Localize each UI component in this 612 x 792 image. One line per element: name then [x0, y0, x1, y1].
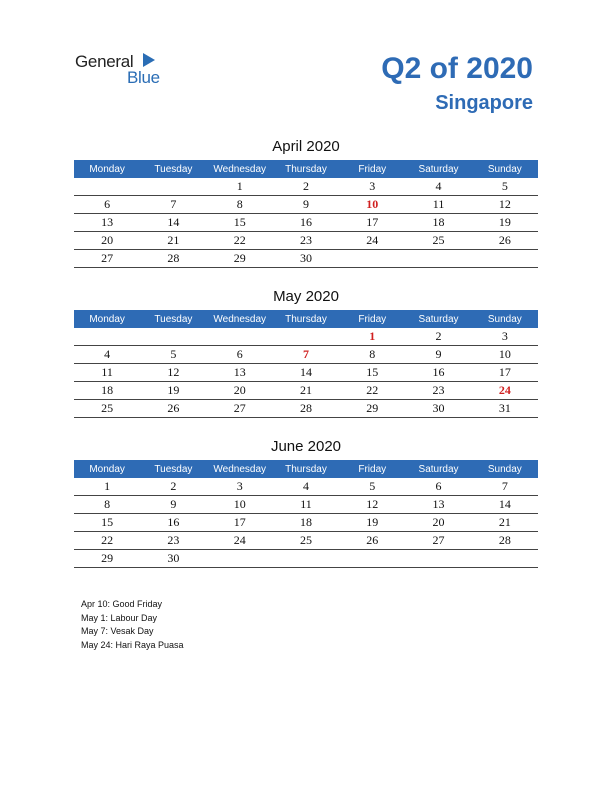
day-cell: 5	[472, 178, 538, 196]
empty-day-cell	[273, 328, 339, 346]
week-row	[74, 550, 538, 568]
day-cell: 18	[405, 214, 471, 232]
day-cell: 16	[140, 514, 206, 532]
weekday-header-row	[74, 460, 538, 478]
holiday-note: May 1: Labour Day	[81, 612, 158, 623]
day-cell: 24	[207, 532, 273, 550]
weekday-header: Tuesday	[140, 310, 206, 328]
holiday-day-cell: 10	[339, 196, 405, 214]
day-cell: 11	[405, 196, 471, 214]
weekday-header: Tuesday	[140, 460, 206, 478]
holiday-day-cell: 7	[273, 346, 339, 364]
day-cell: 6	[405, 478, 471, 496]
day-cell: 19	[472, 214, 538, 232]
calendar-weeks	[74, 328, 538, 418]
empty-day-cell	[74, 328, 140, 346]
day-cell: 22	[339, 382, 405, 400]
month-calendar-april	[74, 137, 538, 268]
day-cell: 13	[207, 364, 273, 382]
weekday-header: Monday	[74, 460, 140, 478]
day-cell: 20	[207, 382, 273, 400]
weekday-header: Sunday	[472, 460, 538, 478]
month-calendar-june	[74, 437, 538, 568]
weekday-header: Wednesday	[207, 460, 273, 478]
day-cell: 5	[140, 346, 206, 364]
week-row	[74, 382, 538, 400]
empty-day-cell	[472, 250, 538, 268]
calendar-weeks	[74, 478, 538, 568]
day-cell: 12	[140, 364, 206, 382]
day-cell: 18	[74, 382, 140, 400]
day-cell: 16	[405, 364, 471, 382]
weekday-header: Monday	[74, 310, 140, 328]
day-cell: 27	[405, 532, 471, 550]
day-cell: 27	[74, 250, 140, 268]
day-cell: 15	[339, 364, 405, 382]
day-cell: 30	[140, 550, 206, 568]
day-cell: 25	[405, 232, 471, 250]
day-cell: 10	[207, 496, 273, 514]
day-cell: 13	[74, 214, 140, 232]
day-cell: 3	[339, 178, 405, 196]
day-cell: 12	[472, 196, 538, 214]
week-row	[74, 232, 538, 250]
day-cell: 1	[207, 178, 273, 196]
week-row	[74, 400, 538, 418]
day-cell: 13	[405, 496, 471, 514]
holiday-day-cell: 1	[339, 328, 405, 346]
weekday-header: Thursday	[273, 310, 339, 328]
week-row	[74, 478, 538, 496]
day-cell: 17	[472, 364, 538, 382]
month-title: May 2020	[273, 288, 339, 305]
week-row	[74, 250, 538, 268]
week-row	[74, 328, 538, 346]
day-cell: 26	[339, 532, 405, 550]
month-title: April 2020	[272, 138, 340, 155]
weekday-header: Sunday	[472, 310, 538, 328]
day-cell: 16	[273, 214, 339, 232]
week-row	[74, 214, 538, 232]
day-cell: 7	[472, 478, 538, 496]
day-cell: 14	[140, 214, 206, 232]
day-cell: 28	[273, 400, 339, 418]
day-cell: 3	[207, 478, 273, 496]
page-subtitle: Singapore	[435, 92, 533, 114]
empty-day-cell	[405, 550, 471, 568]
day-cell: 21	[472, 514, 538, 532]
week-row	[74, 346, 538, 364]
day-cell: 19	[339, 514, 405, 532]
holiday-note: May 24: Hari Raya Puasa	[81, 639, 184, 650]
holiday-notes	[81, 598, 184, 652]
flag-icon	[143, 53, 155, 67]
day-cell: 23	[405, 382, 471, 400]
empty-day-cell	[140, 178, 206, 196]
day-cell: 22	[207, 232, 273, 250]
day-cell: 8	[339, 346, 405, 364]
day-cell: 2	[273, 178, 339, 196]
day-cell: 12	[339, 496, 405, 514]
day-cell: 26	[140, 400, 206, 418]
day-cell: 6	[207, 346, 273, 364]
day-cell: 27	[207, 400, 273, 418]
weekday-header: Wednesday	[207, 310, 273, 328]
day-cell: 25	[273, 532, 339, 550]
weekday-header: Sunday	[472, 160, 538, 178]
day-cell: 28	[472, 532, 538, 550]
day-cell: 25	[74, 400, 140, 418]
day-cell: 21	[273, 382, 339, 400]
weekday-header: Thursday	[273, 460, 339, 478]
day-cell: 9	[140, 496, 206, 514]
weekday-header: Saturday	[405, 460, 471, 478]
day-cell: 30	[405, 400, 471, 418]
day-cell: 14	[472, 496, 538, 514]
weekday-header: Monday	[74, 160, 140, 178]
week-row	[74, 364, 538, 382]
empty-day-cell	[472, 550, 538, 568]
weekday-header: Wednesday	[207, 160, 273, 178]
empty-day-cell	[405, 250, 471, 268]
day-cell: 23	[273, 232, 339, 250]
week-row	[74, 178, 538, 196]
day-cell: 11	[74, 364, 140, 382]
weekday-header: Friday	[339, 160, 405, 178]
calendar-table	[74, 460, 538, 568]
day-cell: 29	[74, 550, 140, 568]
day-cell: 10	[472, 346, 538, 364]
day-cell: 9	[273, 196, 339, 214]
page-title: Q2 of 2020	[381, 52, 533, 85]
day-cell: 8	[74, 496, 140, 514]
calendar-weeks	[74, 178, 538, 268]
day-cell: 22	[74, 532, 140, 550]
day-cell: 1	[74, 478, 140, 496]
empty-day-cell	[339, 550, 405, 568]
weekday-header-row	[74, 310, 538, 328]
holiday-note: May 7: Vesak Day	[81, 626, 154, 636]
weekday-header: Thursday	[273, 160, 339, 178]
weekday-header-row	[74, 160, 538, 178]
day-cell: 29	[339, 400, 405, 418]
day-cell: 5	[339, 478, 405, 496]
day-cell: 29	[207, 250, 273, 268]
calendar-table	[74, 310, 538, 418]
weekday-header: Tuesday	[140, 160, 206, 178]
day-cell: 28	[140, 250, 206, 268]
day-cell: 21	[140, 232, 206, 250]
week-row	[74, 514, 538, 532]
day-cell: 24	[339, 232, 405, 250]
day-cell: 6	[74, 196, 140, 214]
day-cell: 15	[74, 514, 140, 532]
day-cell: 26	[472, 232, 538, 250]
day-cell: 2	[405, 328, 471, 346]
day-cell: 30	[273, 250, 339, 268]
day-cell: 19	[140, 382, 206, 400]
empty-day-cell	[273, 550, 339, 568]
day-cell: 20	[405, 514, 471, 532]
calendar-table	[74, 160, 538, 268]
empty-day-cell	[207, 328, 273, 346]
day-cell: 31	[472, 400, 538, 418]
day-cell: 4	[273, 478, 339, 496]
weekday-header: Saturday	[405, 160, 471, 178]
day-cell: 4	[74, 346, 140, 364]
holiday-note: Apr 10: Good Friday	[81, 599, 163, 609]
day-cell: 8	[207, 196, 273, 214]
empty-day-cell	[74, 178, 140, 196]
week-row	[74, 496, 538, 514]
weekday-header: Saturday	[405, 310, 471, 328]
day-cell: 17	[339, 214, 405, 232]
day-cell: 2	[140, 478, 206, 496]
weekday-header: Friday	[339, 310, 405, 328]
empty-day-cell	[339, 250, 405, 268]
day-cell: 14	[273, 364, 339, 382]
logo-general-text: General	[75, 52, 134, 71]
week-row	[74, 196, 538, 214]
day-cell: 3	[472, 328, 538, 346]
day-cell: 17	[207, 514, 273, 532]
day-cell: 23	[140, 532, 206, 550]
day-cell: 18	[273, 514, 339, 532]
empty-day-cell	[207, 550, 273, 568]
day-cell: 4	[405, 178, 471, 196]
day-cell: 20	[74, 232, 140, 250]
day-cell: 7	[140, 196, 206, 214]
month-title: June 2020	[270, 438, 342, 455]
logo-blue-text: Blue	[127, 68, 160, 87]
day-cell: 15	[207, 214, 273, 232]
month-calendar-may	[74, 287, 538, 418]
empty-day-cell	[140, 328, 206, 346]
day-cell: 9	[405, 346, 471, 364]
holiday-day-cell: 24	[472, 382, 538, 400]
day-cell: 11	[273, 496, 339, 514]
week-row	[74, 532, 538, 550]
weekday-header: Friday	[339, 460, 405, 478]
